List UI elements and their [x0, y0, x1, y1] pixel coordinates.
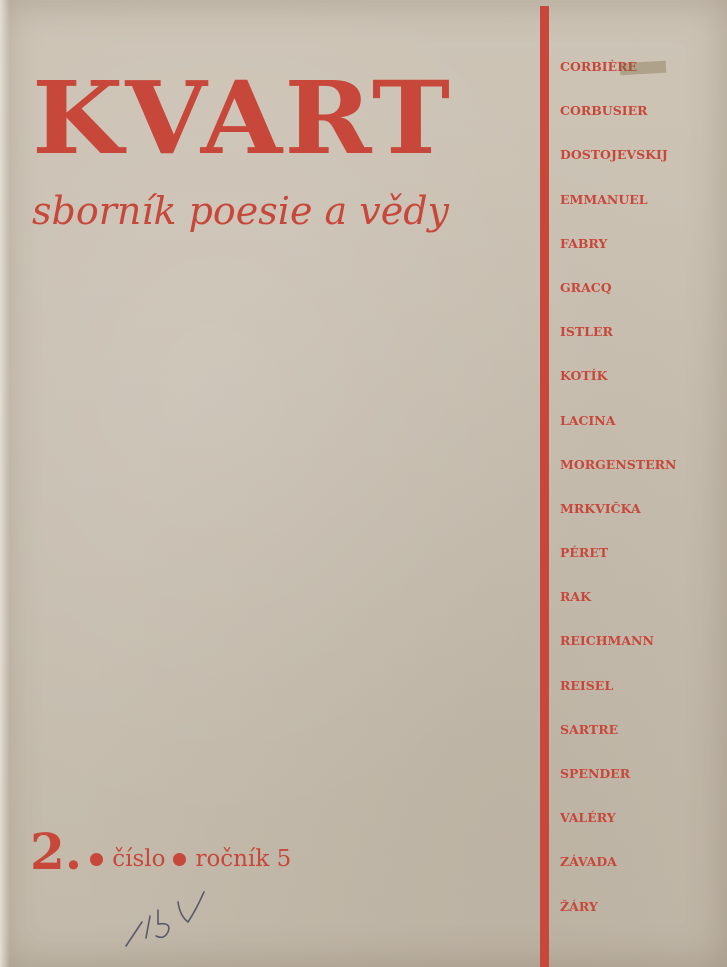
contributor-name: DOSTOJEVSKIJ	[560, 147, 668, 163]
paper-edge	[0, 0, 10, 967]
contributor-name: MORGENSTERN	[560, 456, 677, 472]
handwritten-note-mark	[118, 886, 218, 952]
contributor-name: GRACQ	[560, 279, 612, 295]
contributor-name: ISTLER	[560, 324, 613, 340]
contributor-name: REICHMANN	[560, 633, 654, 649]
contributor-name: SPENDER	[560, 766, 631, 781]
magazine-subtitle: sborník poesie a vědy	[32, 189, 449, 233]
contributor-name: KOTÍK	[560, 368, 608, 384]
contributor-name: FABRY	[560, 235, 608, 251]
issue-number: 2.	[30, 822, 83, 881]
magazine-title: KVART	[32, 59, 453, 177]
tape-stain	[620, 61, 667, 75]
contributor-list	[560, 56, 676, 940]
contributor-name: MRKVIČKA	[560, 500, 641, 516]
contributor-name: CORBUSIER	[560, 103, 648, 119]
contributor-name: LACINA	[560, 412, 616, 428]
contributor-name: EMMANUEL	[560, 191, 648, 207]
contributor-name: REISEL	[560, 677, 614, 693]
contributor-name: ZÁVADA	[560, 854, 617, 870]
contributor-name: VALÉRY	[560, 810, 616, 826]
contributor-name: CORBIÈRE	[560, 59, 638, 74]
bullet-dot-icon	[90, 853, 103, 866]
contributor-name: ŽÁRY	[560, 898, 598, 914]
contributor-name: SARTRE	[560, 721, 619, 737]
contributor-name: PÉRET	[560, 545, 609, 561]
vertical-red-rule	[540, 6, 549, 967]
contributor-name: RAK	[560, 589, 591, 605]
issue-info	[30, 820, 291, 884]
issue-label: číslo	[112, 846, 166, 872]
volume-label: ročník 5	[195, 846, 292, 872]
bullet-dot-icon	[173, 853, 186, 866]
